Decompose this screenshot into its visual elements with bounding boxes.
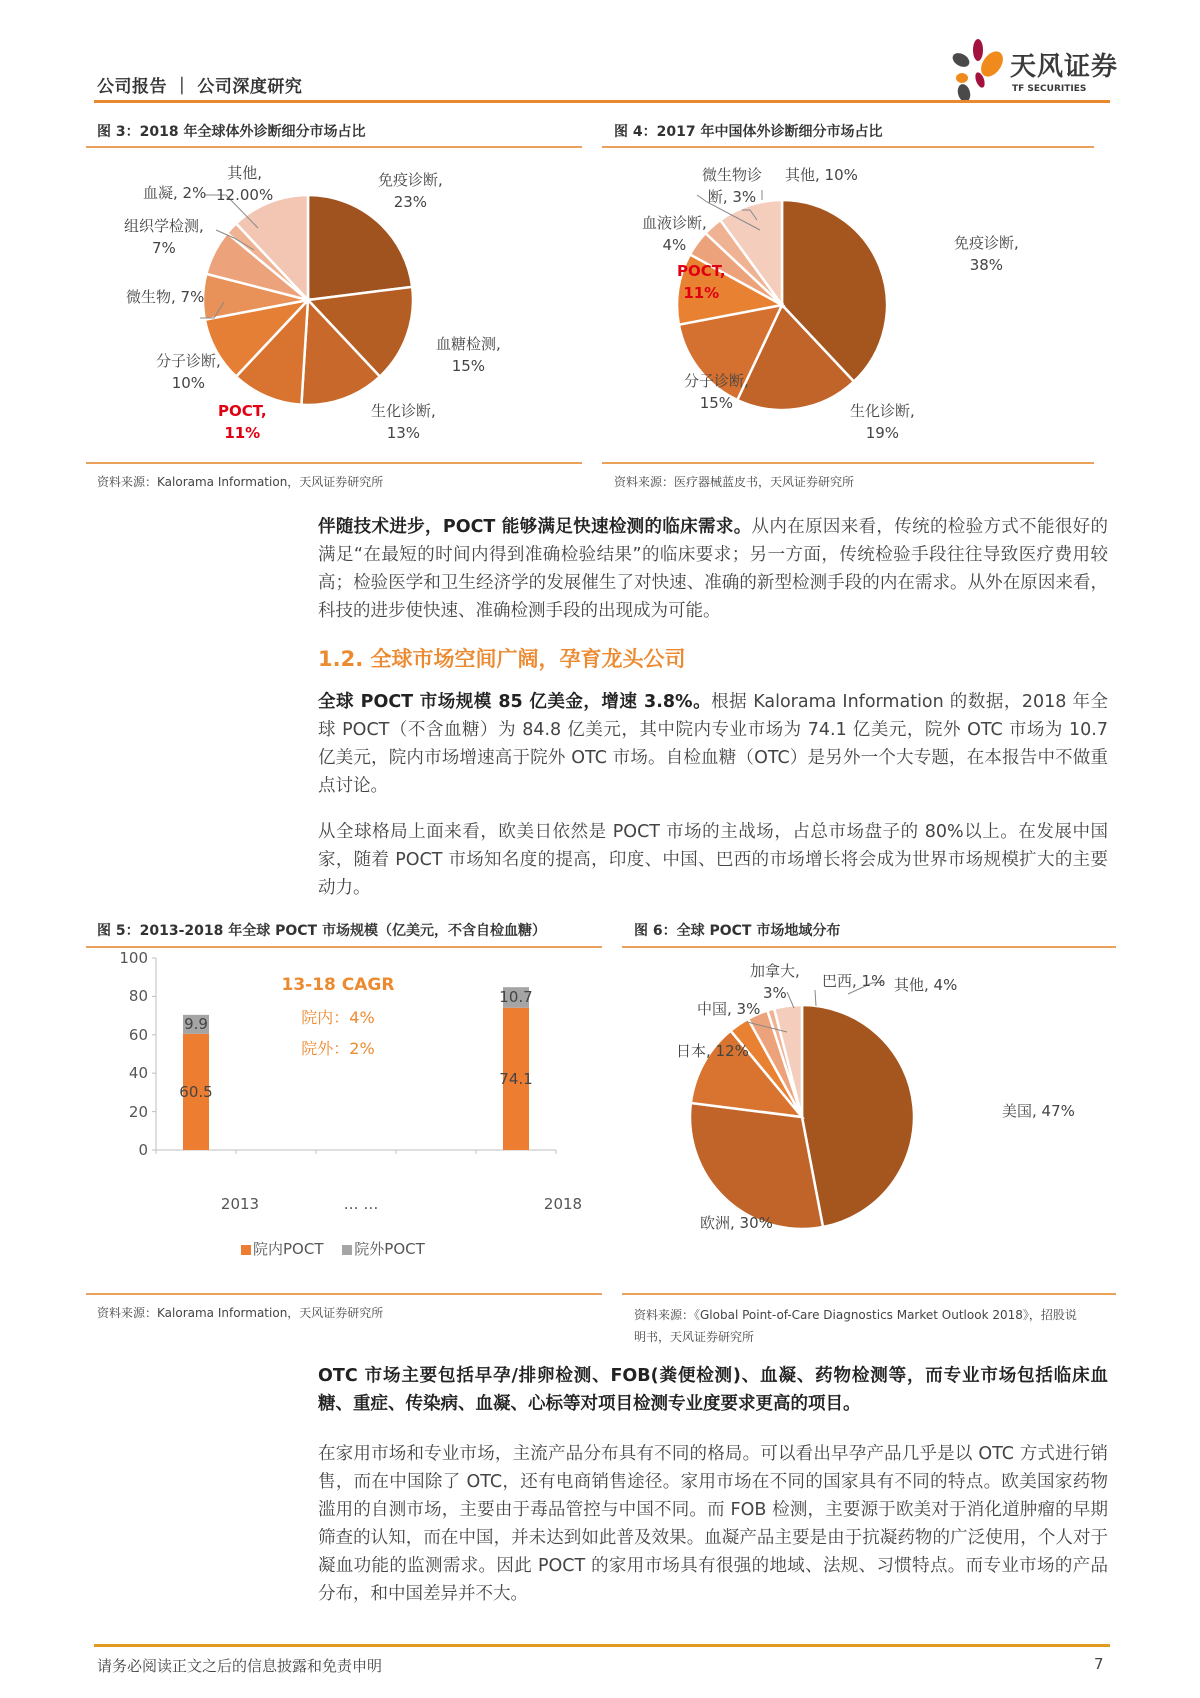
fig4-top-rule — [602, 146, 1094, 148]
petal-logo-icon — [948, 38, 1008, 102]
legend-swatch-gray — [342, 1245, 352, 1255]
y-axis-tick: 60 — [128, 1025, 148, 1044]
paragraph-global-pattern: 从全球格局上面来看，欧美日依然是 POCT 市场的主战场，占总市场盘子的 80%以上。在发展中国家，随着 POCT 市场知名度的提高，印度、中国、巴西的市场增长将会成为世界市场规模扩大的主要动力。 — [318, 822, 1108, 898]
pie-label-coagulation: 血凝, 2% — [143, 184, 207, 202]
fig6-top-rule — [622, 946, 1116, 948]
legend-item-inpatient: 院内POCT — [241, 1240, 324, 1258]
x-label-2013: 2013 — [220, 1195, 260, 1213]
fig3-pie-chart — [86, 150, 582, 450]
pie-label-microbe: 微生物, 7% — [126, 288, 205, 306]
pie-label-biochem: 生化诊断, 13% — [371, 402, 436, 442]
fig5-title: 图 5：2013-2018 年全球 POCT 市场规模（亿美元，不含自检血糖） — [97, 923, 546, 939]
fig3-source: 资料来源：Kalorama Information，天风证券研究所 — [97, 475, 384, 489]
section-title-1-2: 1.2. 全球市场空间广阔，孕育龙头公司 — [318, 647, 686, 671]
pie-label-biochem: 生化诊断, 19% — [850, 402, 915, 442]
report-header-title: 公司报告 ｜ 公司深度研究 — [97, 77, 303, 97]
fig5-source: 资料来源：Kalorama Information，天风证券研究所 — [97, 1306, 384, 1320]
fig4-pie-svg — [602, 150, 1094, 450]
bar-value-label: 9.9 — [184, 1015, 208, 1034]
pie-label-immuno: 免疫诊断, 38% — [954, 234, 1019, 274]
footer-rule — [94, 1644, 1110, 1647]
tf-securities-logo — [948, 38, 1118, 102]
pie-label-europe: 欧洲, 30% — [700, 1214, 773, 1232]
pie-label-canada: 加拿大, 3% — [750, 962, 800, 1002]
paragraph-home-market: 在家用市场和专业市场，主流产品分布具有不同的格局。可以看出早孕产品几乎是以 OTC 方式进行销售，而在中国除了 OTC，还有电商销售途径。家用市场在不同的国家具有不同的特点。欧美国家药物滥用的自测市场，主要由于毒品管控与中国不同。而 FOB 检测，主要源于欧美对于消化道肿瘤的早期筛查的认知，而在中国，并未达到如此普及效果。血凝产品主要是由于抗凝药物的广泛使用，个人对于凝血功能的监测需求。因此 POCT 的家用市场具有很强的地域、法规、习惯特点。而专业市场的产品分布，和中国差异并不大。 — [318, 1444, 1108, 1604]
x-label-2018: 2018 — [543, 1195, 583, 1213]
pie-label-other: 其他, 12.00% — [216, 164, 274, 204]
pie-label-usa: 美国, 47% — [1002, 1102, 1075, 1120]
page-number: 7 — [1094, 1655, 1104, 1673]
fig3-top-rule — [86, 146, 582, 148]
paragraph-market-size: 全球 POCT 市场规模 85 亿美金，增速 3.8%。根据 Kalorama Information 的数据，2018 年全球 POCT（不含血糖）为 84.8 亿美元，其中院内专业市场为 74.1 亿美元，院外 OTC 市场为 10.7 亿美元，院内市场增速高于院外 OTC 市场。自检血糖（OTC）是另外一个大专题，在本报告中不做重点讨论。 — [318, 692, 1108, 796]
pie-label-brazil: 巴西, 1% — [822, 972, 886, 990]
y-axis-tick: 0 — [138, 1141, 148, 1159]
fig5-bar-chart — [86, 950, 602, 1280]
paragraph-otc-vs-professional: OTC 市场主要包括早孕/排卵检测、FOB(粪便检测)、血凝、药物检测等，而专业市场包括临床血糖、重症、传染病、血凝、心标等对项目检测专业度要求更高的项目。 — [318, 1366, 1108, 1414]
fig5-top-rule — [86, 946, 602, 948]
logo-text-cn: 天风证券 — [1010, 52, 1119, 82]
y-axis-tick: 100 — [119, 949, 148, 967]
footer-disclaimer: 请务必阅读正文之后的信息披露和免责申明 — [97, 1657, 383, 1675]
paragraph-poct-clinical-need: 伴随技术进步，POCT 能够满足快速检测的临床需求。从内在原因来看，传统的检验方式不能很好的满足“在最短的时间内得到准确检验结果”的临床要求；另一方面，传统检验手段往往导致医疗费用较高；检验医学和卫生经济学的发展催生了对快速、准确的新型检测手段的内在需求。从外在原因来看，科技的进步使快速、准确检测手段的出现成为可能。 — [318, 517, 1108, 621]
cagr-title: 13-18 CAGR — [281, 975, 395, 995]
fig4-bottom-rule — [602, 462, 1094, 464]
y-axis-tick: 20 — [128, 1102, 148, 1121]
fig5-bottom-rule — [86, 1293, 602, 1295]
fig6-bottom-rule — [622, 1293, 1116, 1295]
pie-label-other: 其他, 4% — [894, 976, 958, 994]
fig6-title: 图 6：全球 POCT 市场地域分布 — [634, 923, 841, 939]
pie-label-microbe-dx: 微生物诊 断, 3% — [702, 166, 763, 206]
fig4-title: 图 4：2017 年中国体外诊断细分市场占比 — [614, 124, 883, 140]
pie-slice — [802, 1005, 914, 1227]
chart-legend — [241, 1238, 425, 1259]
fig3-title: 图 3：2018 年全球体外诊断细分市场占比 — [97, 124, 366, 140]
cagr-inpatient: 院内：4% — [301, 1008, 375, 1027]
pie-label-japan: 日本, 12% — [676, 1042, 749, 1060]
cagr-outpatient: 院外：2% — [301, 1039, 375, 1058]
x-label-ellipsis: … … — [343, 1195, 379, 1213]
bar-value-label: 60.5 — [179, 1082, 213, 1101]
pie-label-immuno: 免疫诊断, 23% — [378, 171, 443, 211]
legend-item-outpatient: 院外POCT — [342, 1240, 425, 1258]
pie-label-molecular: 分子诊断, 10% — [156, 352, 221, 392]
pie-label-blood-dx: 血液诊断, 4% — [642, 214, 707, 254]
fig4-source: 资料来源：医疗器械蓝皮书，天风证券研究所 — [614, 475, 855, 489]
pie-label-molecular: 分子诊断, 15% — [684, 372, 749, 412]
fig3-bottom-rule — [86, 462, 582, 464]
pie-label-other: 其他, 10% — [785, 166, 858, 184]
pie-slice — [690, 1103, 823, 1229]
header-rule — [94, 100, 1110, 103]
pie-label-china: 中国, 3% — [697, 1000, 761, 1018]
y-axis-tick: 40 — [128, 1064, 148, 1083]
y-axis-tick: 80 — [128, 987, 148, 1006]
fig6-source: 资料来源：《Global Point-of-Care Diagnostics Market Outlook 2018》，招股说 明书，天风证券研究所 — [634, 1308, 1077, 1344]
logo-text-en: TF SECURITIES — [1012, 84, 1087, 94]
pie-label-histology: 组织学检测, 7% — [124, 217, 204, 257]
bar-value-label: 10.7 — [499, 988, 533, 1007]
pie-label-glucose: 血糖检测, 15% — [436, 335, 501, 375]
bar-value-label: 74.1 — [499, 1069, 533, 1088]
fig6-pie-chart — [622, 950, 1116, 1280]
pie-label-poct: POCT, 11% — [677, 262, 726, 302]
pie-label-poct: POCT, 11% — [218, 402, 267, 442]
legend-swatch-orange — [241, 1245, 251, 1255]
fig4-pie-chart — [602, 150, 1094, 450]
